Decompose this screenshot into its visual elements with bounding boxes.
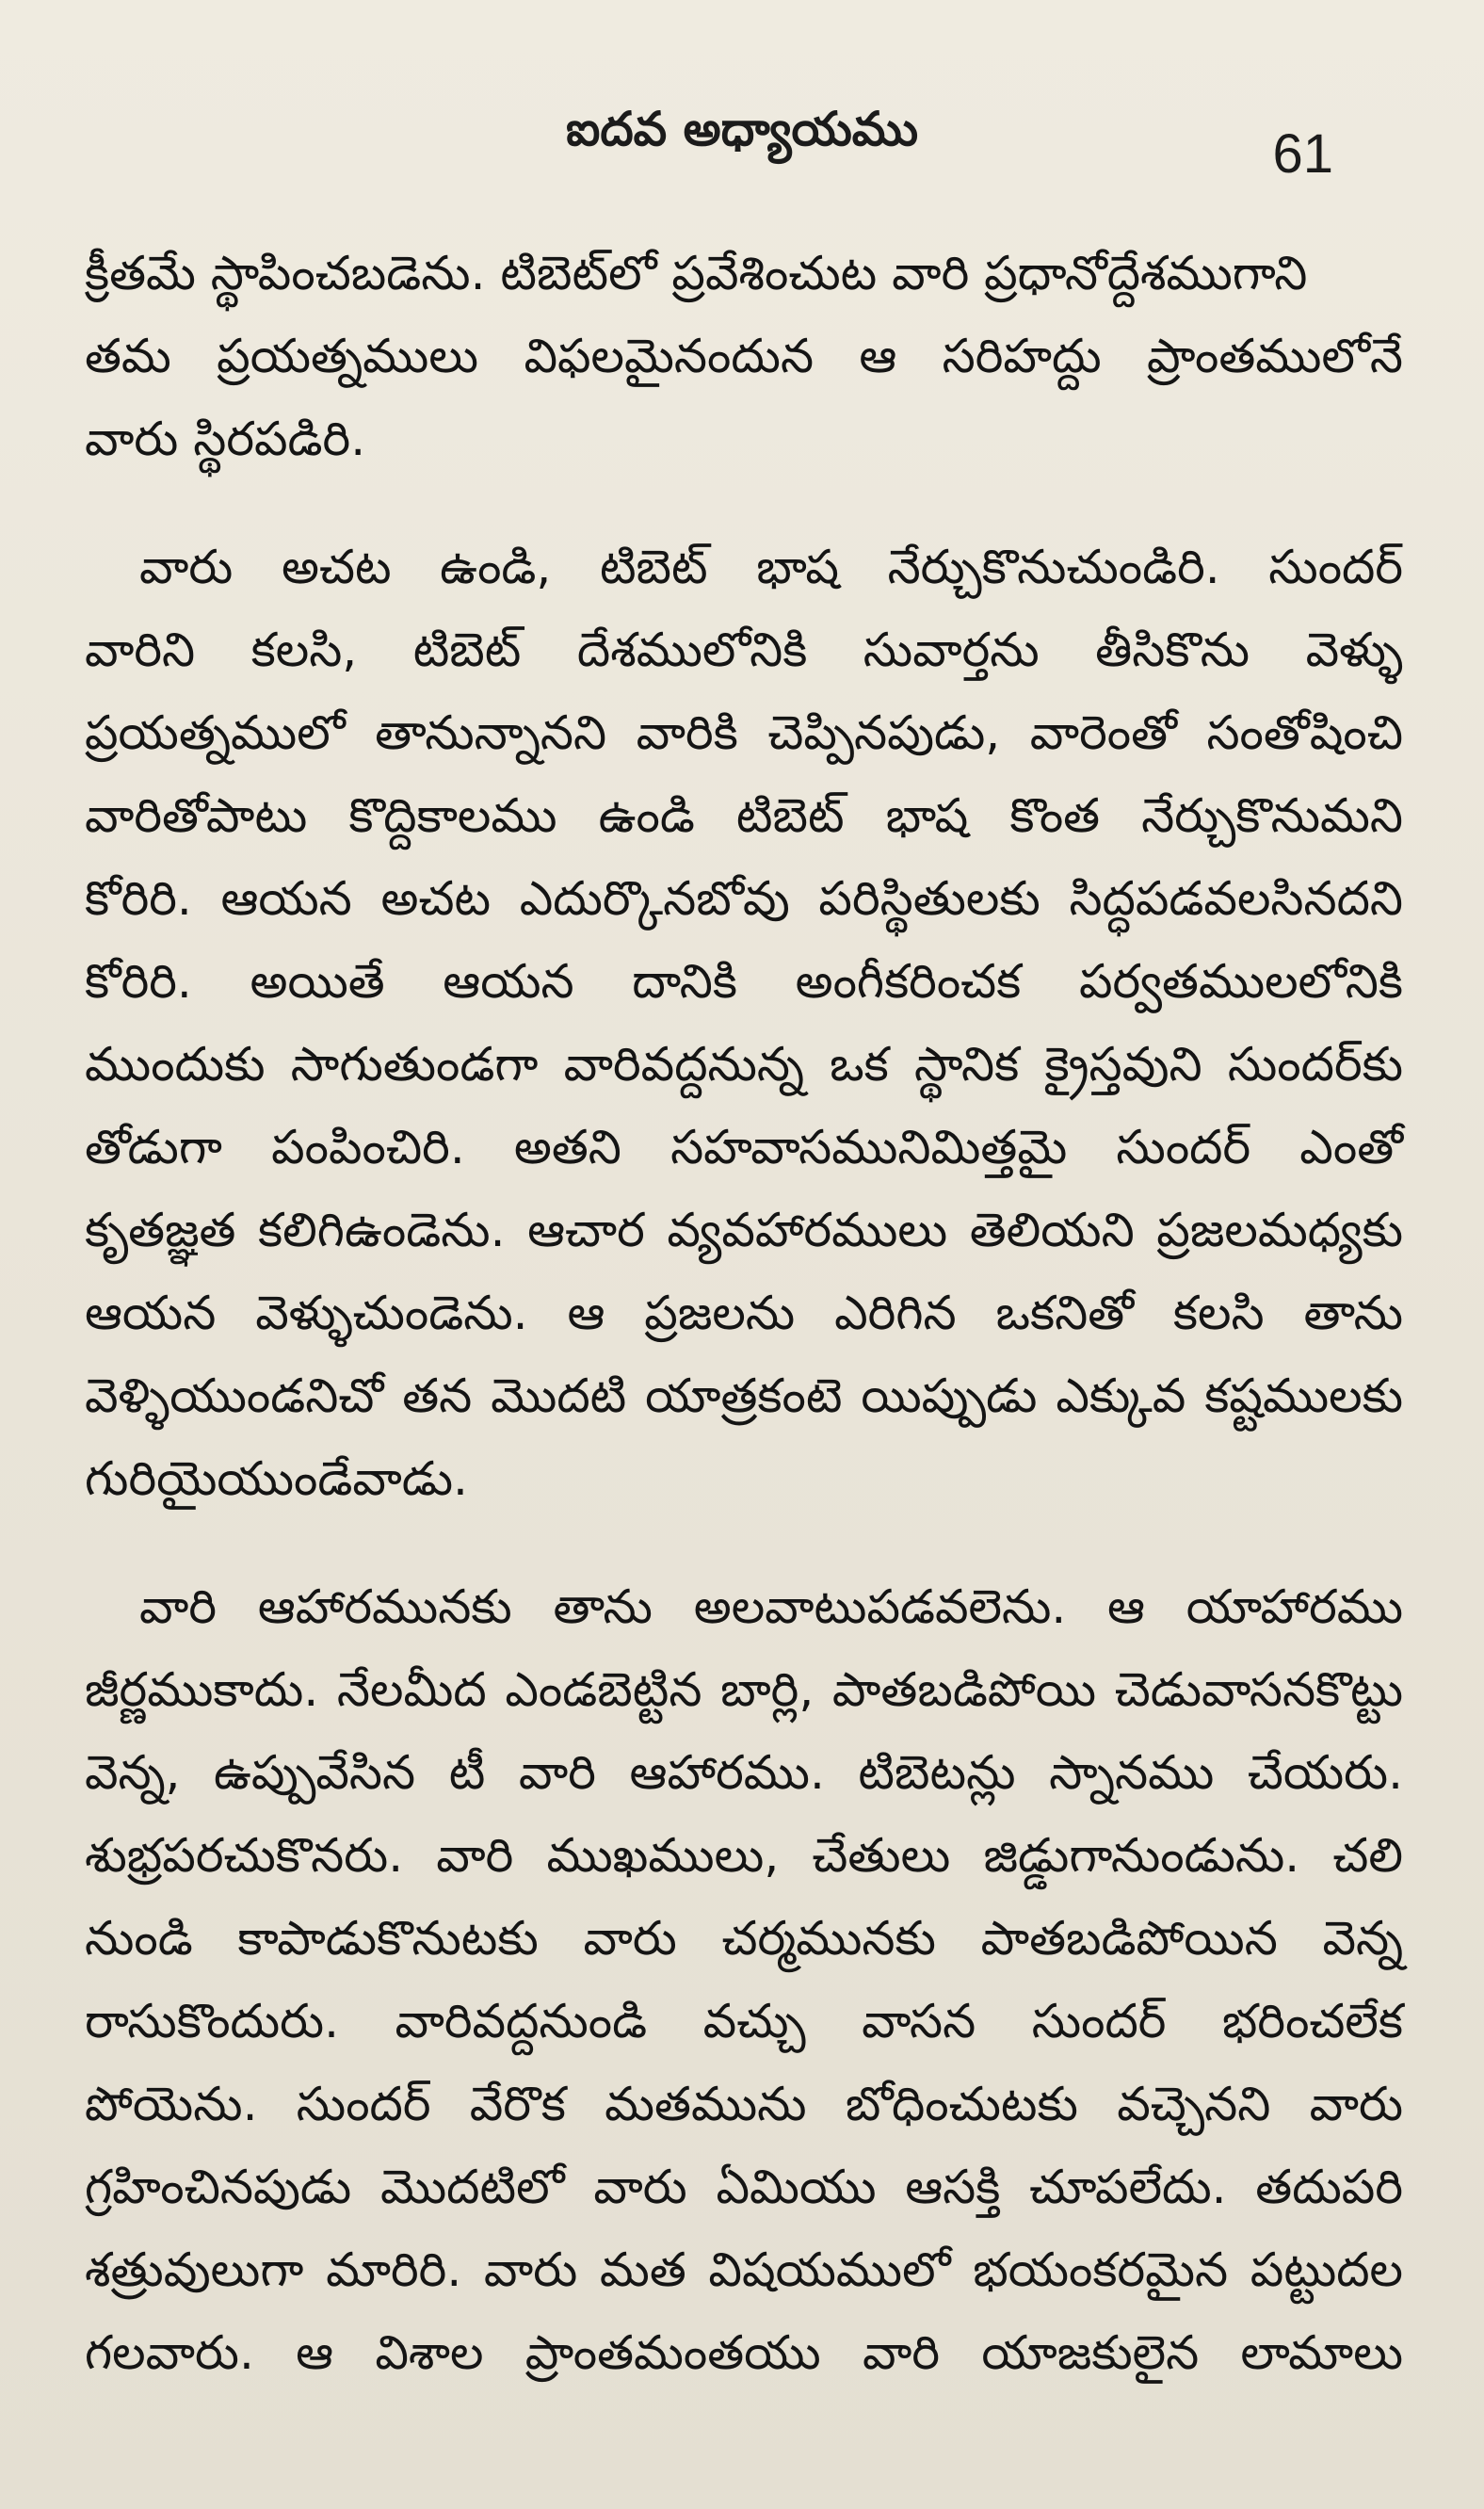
- text-line: వారిని కలసి, టిబెట్ దేశములోనికి సువార్తను తీసికొను వెళ్ళు: [85, 623, 1403, 677]
- text-line: తమ ప్రయత్నములు విఫలమైనందున ఆ సరిహద్దు ప్రాంతములోనే: [85, 329, 1403, 383]
- running-head: ఐదవ అధ్యాయము: [565, 102, 918, 156]
- text-line: క్రీతమే స్థాపించబడెను. టిబెట్‌లో ప్రవేశించుట వారి ప్రధానోద్దేశముగాని: [85, 246, 1308, 300]
- text-line: జీర్ణముకాదు. నేలమీద ఎండబెట్టిన బార్లి, పాతబడిపోయి చెడువాసనకొట్టు: [85, 1662, 1403, 1717]
- text-line: శత్రువులుగా మారిరి. వారు మత విషయములో భయంకరమైన పట్టుదల: [85, 2242, 1403, 2297]
- paragraph-3: [85, 1565, 1403, 2394]
- text-line: ముందుకు సాగుతుండగా వారివద్దనున్న ఒక స్థానిక క్రైస్తవుని సుందర్‌కు: [85, 1037, 1403, 1092]
- paragraph-1: [85, 232, 1403, 480]
- text-line: ప్రయత్నములో తానున్నానని వారికి చెప్పినపుడు, వారెంతో సంతోషించి: [85, 705, 1403, 760]
- text-line: కృతజ్ఞత కలిగిఉండెను. ఆచార వ్యవహారములు తెలియని ప్రజలమధ్యకు: [85, 1203, 1403, 1257]
- text-line: వారు అచట ఉండి, టిబెట్ భాష నేర్చుకొనుచుండిరి. సుందర్: [139, 540, 1403, 594]
- text-line: ఆయన వెళ్ళుచుండెను. ఆ ప్రజలను ఎరిగిన ఒకనితో కలసి తాను: [85, 1286, 1403, 1340]
- page-number: 61: [1272, 123, 1333, 185]
- text-line: తోడుగా పంపించిరి. అతని సహవాసమునిమిత్తమై సుందర్ ఎంతో: [85, 1120, 1403, 1174]
- text-line: వెళ్ళియుండనిచో తన మొదటి యాత్రకంటె యిప్పుడు ఎక్కువ కష్టములకు: [85, 1368, 1403, 1423]
- text-line: గురియైయుండేవాడు.: [85, 1451, 468, 1506]
- text-line: రాసుకొందురు. వారివద్దనుండి వచ్చు వాసన సుందర్ భరించలేక: [85, 1994, 1403, 2048]
- text-line: వారితోపాటు కొద్దికాలము ఉండి టిబెట్ భాష కొంత నేర్చుకొనుమని: [85, 788, 1403, 843]
- text-line: పోయెను. సుందర్ వేరొక మతమును బోధించుటకు వచ్చెనని వారు: [85, 2077, 1403, 2131]
- text-line: వారి ఆహారమునకు తాను అలవాటుపడవలెను. ఆ యాహారము: [139, 1579, 1403, 1634]
- text-line: నుండి కాపాడుకొనుటకు వారు చర్మమునకు పాతబడిపోయిన వెన్న: [85, 1911, 1403, 1966]
- text-line: గలవారు. ఆ విశాల ప్రాంతమంతయు వారి యాజకులైన లామాలు: [85, 2325, 1403, 2380]
- text-line: కోరిరి. అయితే ఆయన దానికి అంగీకరించక పర్వతములలోనికి: [85, 954, 1403, 1009]
- text-line: గ్రహించినపుడు మొదటిలో వారు ఏమియు ఆసక్తి చూపలేదు. తదుపరి: [85, 2160, 1403, 2214]
- text-line: వారు స్థిరపడిరి.: [85, 412, 366, 466]
- text-line: వెన్న, ఉప్పువేసిన టీ వారి ఆహారము. టిబెటన్లు స్నానము చేయరు.: [85, 1745, 1403, 1800]
- text-line: కోరిరి. ఆయన అచట ఎదుర్కొనబోవు పరిస్థితులకు సిద్ధపడవలసినదని: [85, 871, 1403, 926]
- text-line: శుభ్రపరచుకొనరు. వారి ముఖములు, చేతులు జిడ్డుగానుండును. చలి: [85, 1828, 1403, 1883]
- paragraph-2: [85, 526, 1403, 1520]
- text-body: [85, 232, 1403, 2439]
